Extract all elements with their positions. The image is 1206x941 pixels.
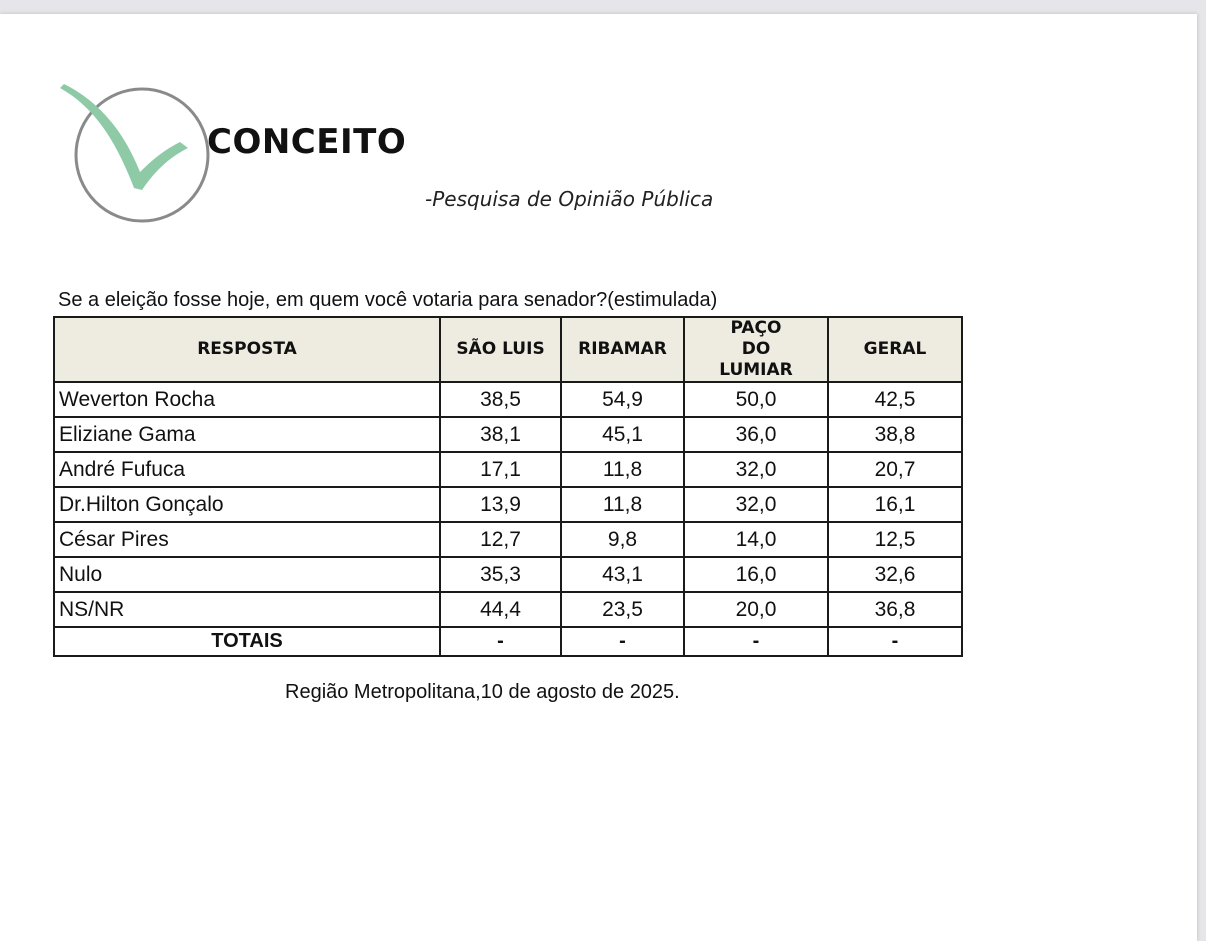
table-row — [54, 522, 962, 557]
row-name: André Fufuca — [54, 452, 440, 487]
table-row — [54, 592, 962, 627]
cell-paco-do-lumiar: 20,0 — [684, 592, 828, 627]
cell-paco-do-lumiar: 14,0 — [684, 522, 828, 557]
totals-geral: - — [828, 627, 962, 656]
row-name: Dr.Hilton Gonçalo — [54, 487, 440, 522]
cell-paco-do-lumiar: 16,0 — [684, 557, 828, 592]
column-header-sao-luis: SÃO LUIS — [440, 317, 561, 382]
cell-sao-luis: 12,7 — [440, 522, 561, 557]
cell-sao-luis: 17,1 — [440, 452, 561, 487]
cell-ribamar: 54,9 — [561, 382, 684, 417]
cell-sao-luis: 35,3 — [440, 557, 561, 592]
totals-label: TOTAIS — [54, 627, 440, 656]
cell-geral: 38,8 — [828, 417, 962, 452]
brand-name: CONCEITO — [207, 122, 407, 162]
row-name: NS/NR — [54, 592, 440, 627]
column-header-ribamar: RIBAMAR — [561, 317, 684, 382]
totals-paco-do-lumiar: - — [684, 627, 828, 656]
column-header-label: PAÇO DO LUMIAR — [719, 318, 793, 380]
cell-ribamar: 45,1 — [561, 417, 684, 452]
table-header-row — [54, 317, 962, 382]
row-name: Nulo — [54, 557, 440, 592]
row-name: Weverton Rocha — [54, 382, 440, 417]
column-header-paco-do-lumiar — [684, 317, 828, 382]
cell-ribamar: 43,1 — [561, 557, 684, 592]
cell-paco-do-lumiar: 50,0 — [684, 382, 828, 417]
totals-sao-luis: - — [440, 627, 561, 656]
row-name: César Pires — [54, 522, 440, 557]
cell-geral: 32,6 — [828, 557, 962, 592]
cell-geral: 16,1 — [828, 487, 962, 522]
cell-sao-luis: 44,4 — [440, 592, 561, 627]
cell-ribamar: 11,8 — [561, 487, 684, 522]
cell-ribamar: 11,8 — [561, 452, 684, 487]
table-row — [54, 487, 962, 522]
checkmark-circle-icon — [52, 68, 222, 228]
cell-geral: 36,8 — [828, 592, 962, 627]
survey-question: Se a eleição fosse hoje, em quem você votaria para senador?(estimulada) — [58, 289, 718, 311]
cell-paco-do-lumiar: 36,0 — [684, 417, 828, 452]
cell-sao-luis: 38,1 — [440, 417, 561, 452]
cell-paco-do-lumiar: 32,0 — [684, 452, 828, 487]
totals-row — [54, 627, 962, 656]
totals-ribamar: - — [561, 627, 684, 656]
cell-ribamar: 23,5 — [561, 592, 684, 627]
column-header-resposta: RESPOSTA — [54, 317, 440, 382]
cell-paco-do-lumiar: 32,0 — [684, 487, 828, 522]
results-table — [53, 316, 963, 657]
footer-location-date: Região Metropolitana,10 de agosto de 2025. — [285, 681, 680, 703]
cell-sao-luis: 38,5 — [440, 382, 561, 417]
cell-ribamar: 9,8 — [561, 522, 684, 557]
table-row — [54, 452, 962, 487]
document-page — [0, 14, 1197, 941]
table-row — [54, 557, 962, 592]
row-name: Eliziane Gama — [54, 417, 440, 452]
cell-sao-luis: 13,9 — [440, 487, 561, 522]
table-row — [54, 417, 962, 452]
column-header-geral: GERAL — [828, 317, 962, 382]
cell-geral: 12,5 — [828, 522, 962, 557]
table-row — [54, 382, 962, 417]
cell-geral: 20,7 — [828, 452, 962, 487]
brand-subtitle: -Pesquisa de Opinião Pública — [425, 187, 714, 211]
cell-geral: 42,5 — [828, 382, 962, 417]
